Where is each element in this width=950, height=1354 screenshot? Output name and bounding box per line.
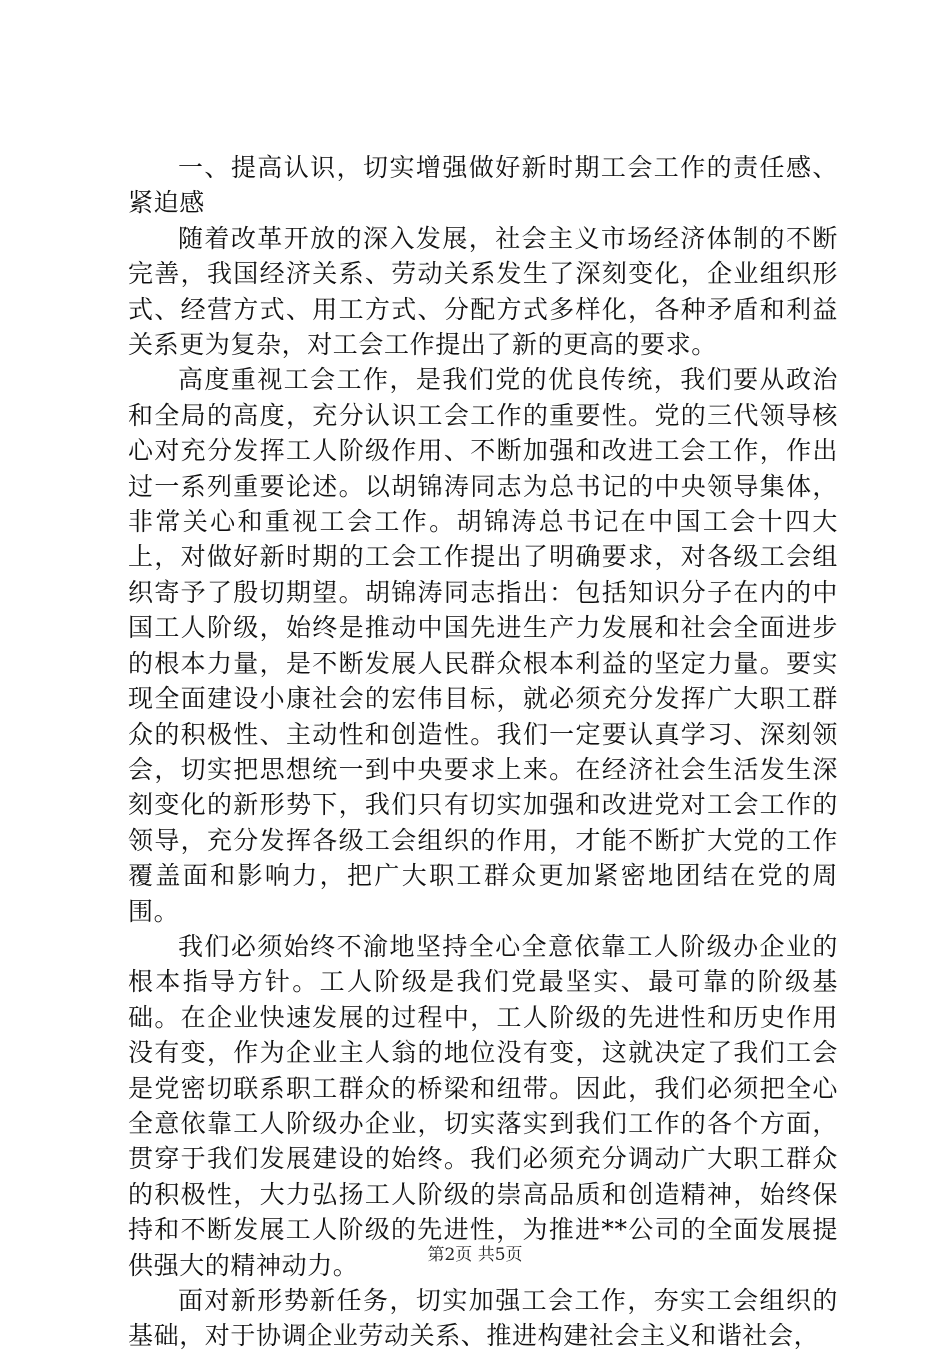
body-paragraph: 面对新形势新任务，切实加强工会工作，夯实工会组织的基础，对于协调企业劳动关系、推进构建社会主义和谐社会， — [128, 1286, 838, 1351]
body-paragraph: 我们必须始终不渝地坚持全心全意依靠工人阶级办企业的根本指导方针。工人阶级是我们党最坚实、最可靠的阶级基础。在企业快速发展的过程中，工人阶级的先进性和历史作用没有变，作为企业主人翁的地位没有变，这就决定了我们工会是党密切联系职工群众的桥梁和纽带。因此，我们必须把全心全意依靠工人阶级办企业，切实落实到我们工作的各个方面，贯穿于我们发展建设的始终。我们必须充分调动广大职工群众的积极性，大力弘扬工人阶级的崇高品质和创造精神，始终保持和不断发展工人阶级的先进性，为推进**公司的全面发展提供强大的精神动力。 — [128, 931, 838, 1280]
document-body — [128, 150, 838, 1354]
body-paragraph: 高度重视工会工作，是我们党的优良传统，我们要从政治和全局的高度，充分认识工会工作的重要性。党的三代领导核心对充分发挥工人阶级作用、不断加强和改进工会工作，作出过一系列重要论述。以胡锦涛同志为总书记的中央领导集体，非常关心和重视工会工作。胡锦涛总书记在中国工会十四大上，对做好新时期的工会工作提出了明确要求，对各级工会组织寄予了殷切期望。胡锦涛同志指出：包括知识分子在内的中国工人阶级，始终是推动中国先进生产力发展和社会全面进步的根本力量，是不断发展人民群众根本利益的坚定力量。要实现全面建设小康社会的宏伟目标，就必须充分发挥广大职工群众的积极性、主动性和创造性。我们一定要认真学习、深刻领会，切实把思想统一到中央要求上来。在经济社会生活发生深刻变化的新形势下，我们只有切实加强和改进党对工会工作的领导，充分发挥各级工会组织的作用，才能不断扩大党的工作覆盖面和影响力，把广大职工群众更加紧密地团结在党的周围。 — [128, 365, 838, 926]
section-heading: 一、提高认识，切实增强做好新时期工会工作的责任感、紧迫感 — [128, 153, 838, 218]
body-paragraph: 随着改革开放的深入发展，社会主义市场经济体制的不断完善，我国经济关系、劳动关系发生了深刻变化，企业组织形式、经营方式、用工方式、分配方式多样化，各种矛盾和利益关系更为复杂，对工会工作提出了新的更高的要求。 — [128, 223, 838, 360]
page-number-footer: 第2页 共5页 — [427, 1245, 523, 1265]
